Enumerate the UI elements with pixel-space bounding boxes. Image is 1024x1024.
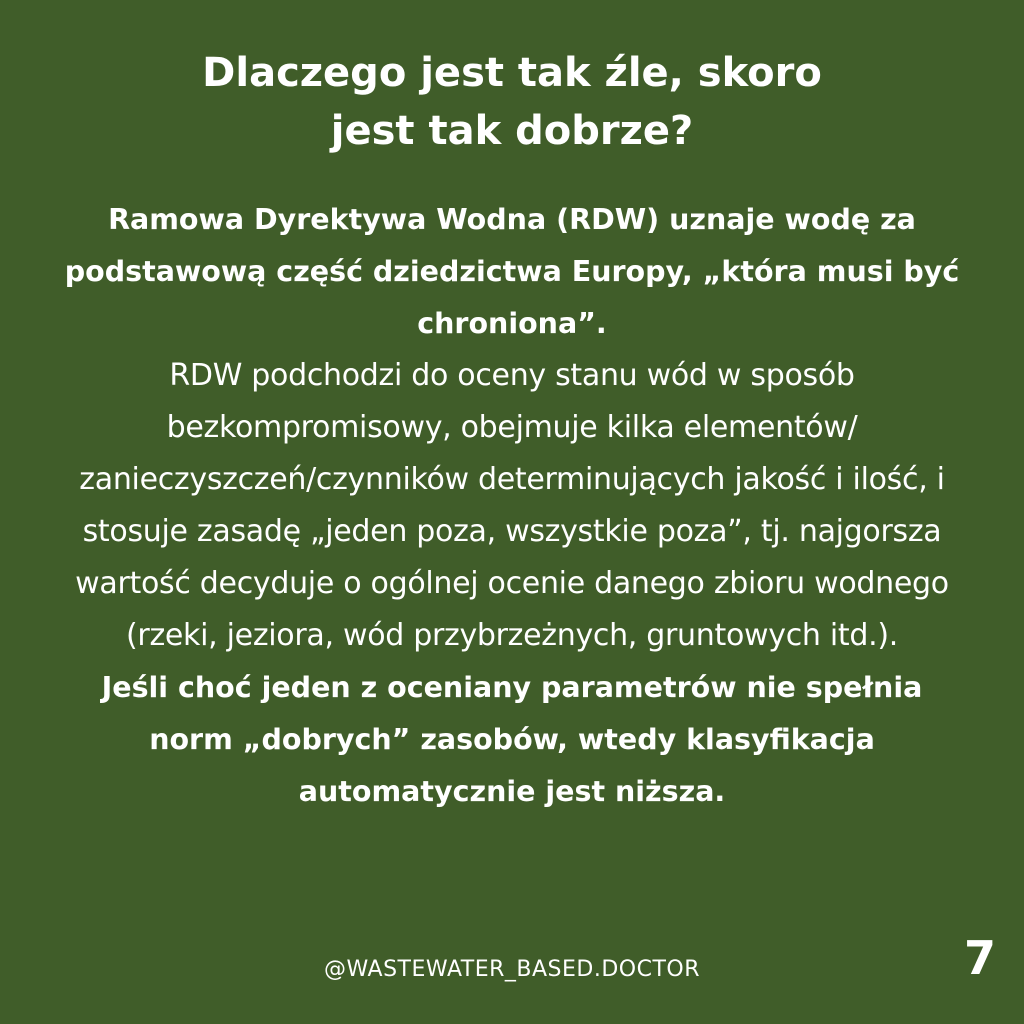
slide-title-line-1: Dlaczego jest tak źle, skoro [202,50,822,96]
intro-paragraph: Ramowa Dyrektywa Wodna (RDW) uznaje wodę za podstawową część dziedzictwa Europy, „która musi być chroniona”. [64,203,960,340]
slide-body [60,194,964,818]
page-number: 7 [963,931,996,985]
conclusion-paragraph: Jeśli choć jeden z oceniany parametrów nie spełnia norm „dobrych” zasobów, wtedy klasyfikacja automatycznie jest niższa. [101,671,923,808]
slide-title [0,44,1024,160]
author-handle: @WASTEWATER_BASED.DOCTOR [323,957,701,982]
slide-title-line-2: jest tak dobrze? [330,108,694,154]
body-paragraph: RDW podchodzi do oceny stanu wód w sposób bezkompromisowy, obejmuje kilka elementów/ zanieczyszczeń/czynników determinujących jakość i ilość, i stosuje zasadę „jeden poza, wszystkie poza”, tj. najgorsza wartość decyduje o ogólnej ocenie danego zbioru wodnego (rzeki, jeziora, wód przybrzeżnych, gruntowych itd.). [75,358,949,653]
